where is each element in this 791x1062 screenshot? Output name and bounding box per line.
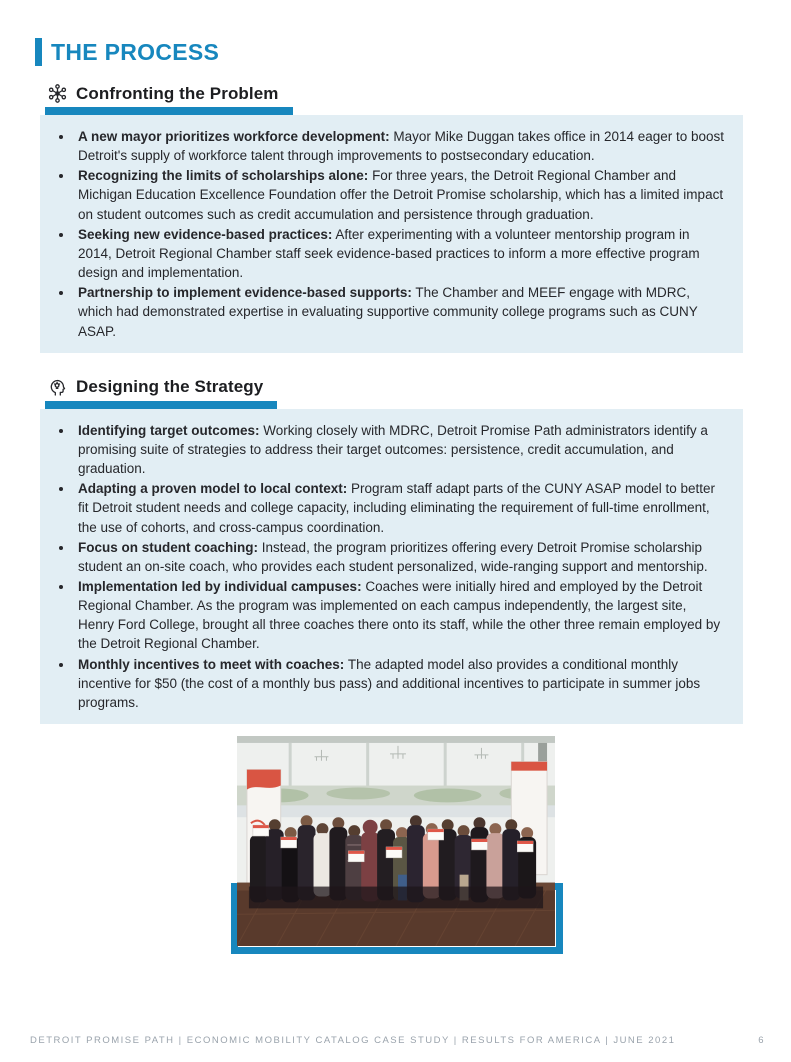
bullet-lead: Identifying target outcomes: [78, 422, 260, 438]
bullet-item [74, 538, 725, 576]
bullet-lead: Partnership to implement evidence-based supports: [78, 285, 412, 301]
section-heading-designing: Designing the Strategy [76, 377, 264, 397]
page-footer [30, 1035, 765, 1046]
heading-rule [45, 107, 293, 115]
group-photo [237, 736, 555, 946]
photo-block [237, 736, 555, 946]
page-title: THE PROCESS [51, 38, 220, 65]
section-heading-confronting: Confronting the Problem [76, 83, 279, 103]
bullet-item [74, 127, 725, 165]
bullet-lead: Recognizing the limits of scholarships alone: [78, 168, 369, 184]
title-accent-bar [35, 38, 42, 66]
network-nodes-icon [47, 83, 68, 104]
section-header-confronting [47, 83, 791, 104]
bullet-item [74, 479, 725, 536]
page-title-row [35, 38, 791, 66]
bullet-lead: Adapting a proven model to local context: [78, 481, 348, 497]
bullet-text: After experimenting with a volunteer mentorship program in 2014, Detroit Regional Chamber staff seek evidence-based practices to inform a more effective program design and implementation. [78, 226, 700, 281]
heading-rule [45, 401, 277, 409]
bullet-lead: Seeking new evidence-based practices: [78, 226, 333, 242]
bullet-panel-confronting [40, 115, 743, 353]
bullet-item [74, 166, 725, 223]
bullet-lead: Focus on student coaching: [78, 539, 259, 555]
footer-text: DETROIT PROMISE PATH | ECONOMIC MOBILITY CATALOG CASE STUDY | RESULTS FOR AMERICA | JUNE 2021 [30, 1035, 676, 1046]
bullet-panel-designing [40, 409, 743, 724]
bullet-lead: Implementation led by individual campuses: [78, 578, 362, 594]
bullet-text: Working closely with MDRC, Detroit Promise Path administrators identify a promising suite of strategies to address their target outcomes: persistence, credit accumulation, and graduation. [78, 422, 708, 477]
bullet-text: Instead, the program prioritizes offering every Detroit Promise scholarship student an on-site coach, who provides each student personalized, wide-ranging support and mentorship. [78, 539, 708, 574]
bullet-item [74, 283, 725, 340]
bullet-text: Mayor Mike Duggan takes office in 2014 eager to boost Detroit's supply of workforce talent through improvements to postsecondary education. [78, 129, 725, 164]
page-number: 6 [758, 1035, 765, 1046]
bullet-item [74, 577, 725, 654]
section-header-designing [47, 377, 791, 398]
bullet-text: Coaches were initially hired and employed by the Detroit Regional Chamber. As the program was implemented on each campus independently, the largest site, Henry Ford College, brought all three coaches there onto its staff, while the other three remain employed by the Detroit Regional Chamber. [78, 578, 721, 652]
bullet-text: For three years, the Detroit Regional Chamber and Michigan Education Excellence Foundation offer the Detroit Promise scholarship, which has a limited impact on student outcomes such as credit accumulation and persistence through graduation. [78, 168, 724, 222]
bullet-item [74, 421, 725, 478]
bullet-item [74, 225, 725, 282]
bullet-list [54, 127, 725, 341]
bullet-item [74, 655, 725, 712]
bullet-list [54, 421, 725, 712]
bullet-text: Program staff adapt parts of the CUNY ASAP model to better fit Detroit student needs and college capacity, including eliminating the requirement of full-time enrollment, the use of cohorts, and cross-campus coordination. [78, 481, 715, 535]
bullet-text: The adapted model also provides a conditional monthly incentive for $50 (the cost of a monthly bus pass) and additional incentives to participate in summer jobs programs. [78, 656, 701, 710]
bullet-text: The Chamber and MEEF engage with MDRC, which had demonstrated expertise in evaluating supportive community college programs such as CUNY ASAP. [78, 285, 698, 339]
bullet-lead: Monthly incentives to meet with coaches: [78, 656, 345, 672]
idea-head-icon [47, 377, 68, 398]
bullet-lead: A new mayor prioritizes workforce development: [78, 129, 390, 144]
